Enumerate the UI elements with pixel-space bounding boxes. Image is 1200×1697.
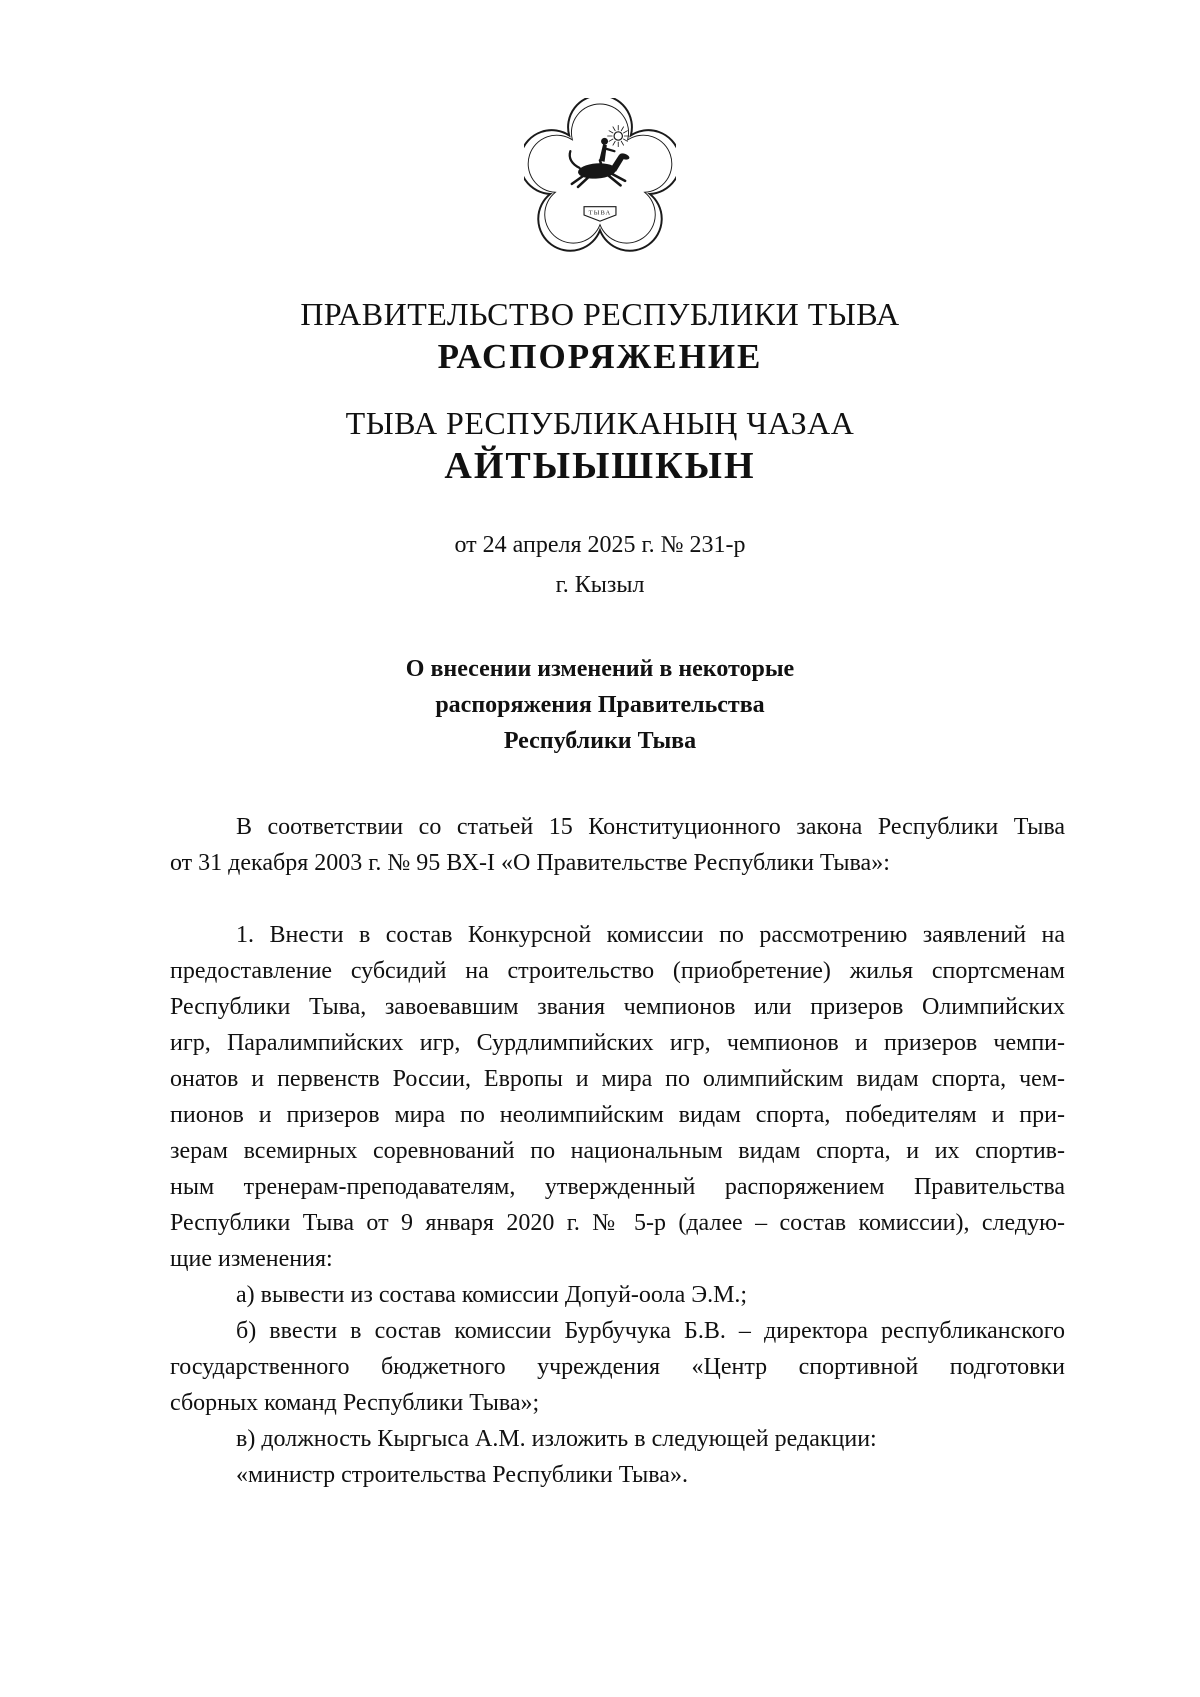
paragraph-line: б) ввести в состав комиссии Бурбучука Б.В. – директора республиканского xyxy=(236,1318,1065,1345)
paragraph-line: от 31 декабря 2003 г. № 95 ВХ-I «О Правительстве Республики Тыва»: xyxy=(170,850,890,877)
paragraph-line: пионов и призеров мира по неолимпийским видам спорта, победителям и при- xyxy=(170,1102,1065,1129)
paragraph-line: 1. Внести в состав Конкурсной комиссии по рассмотрению заявлений на xyxy=(236,922,1065,949)
paragraph-line: ным тренерам-преподавателям, утвержденный распоряжением Правительства xyxy=(170,1174,1065,1201)
document-title-line: Республики Тыва xyxy=(503,728,697,755)
paragraph-line: игр, Паралимпийских игр, Сурдлимпийских игр, чемпионов и призеров чемпи- xyxy=(170,1030,1065,1057)
paragraph xyxy=(170,809,1065,881)
horseman-icon xyxy=(570,138,631,187)
document-title xyxy=(0,651,1200,759)
emblem-banner xyxy=(584,207,616,221)
paragraph xyxy=(170,1277,1065,1313)
paragraph-line: В соответствии со статьей 15 Конституционного закона Республики Тыва xyxy=(236,814,1065,841)
paragraph-line: онатов и первенств России, Европы и мира по олимпийским видам спорта, чем- xyxy=(170,1066,1065,1093)
paragraph-line: государственного бюджетного учреждения «Центр спортивной подготовки xyxy=(170,1354,1065,1381)
paragraph-line: щие изменения: xyxy=(170,1246,333,1273)
paragraph-line: Республики Тыва от 9 января 2020 г. № 5-р (далее – состав комиссии), следую- xyxy=(170,1210,1065,1237)
paragraph xyxy=(170,1421,1065,1457)
paragraph-line: а) вывести из состава комиссии Допуй-оола Э.М.; xyxy=(236,1282,748,1309)
emblem-text: ТЫВА xyxy=(588,209,612,217)
date-number-line: от 24 апреля 2025 г. № 231-р xyxy=(454,532,746,559)
paragraph xyxy=(170,1313,1065,1421)
org-name-ru: ПРАВИТЕЛЬСТВО РЕСПУБЛИКИ ТЫВА xyxy=(300,296,900,333)
paragraph-line: в) должность Кыргыса А.М. изложить в следующей редакции: xyxy=(236,1426,877,1453)
sun-icon xyxy=(608,125,629,146)
paragraph-line: Республики Тыва, завоевавшим звания чемпионов или призеров Олимпийских xyxy=(170,994,1065,1021)
document-title-line: распоряжения Правительства xyxy=(435,692,765,719)
paragraph-line: зерам всемирных соревнований по национальным видам спорта, и их спортив- xyxy=(170,1138,1065,1165)
document-title-line: О внесении изменений в некоторые xyxy=(405,656,795,683)
city-line: г. Кызыл xyxy=(555,572,645,599)
tyva-coat-of-arms xyxy=(524,98,676,259)
paragraph xyxy=(170,917,1065,1277)
document-body xyxy=(170,809,1065,1493)
paragraph-line: предоставление субсидий на строительство (приобретение) жилья спортсменам xyxy=(170,958,1065,985)
paragraph xyxy=(170,1457,1065,1493)
emblem-container xyxy=(0,0,1200,264)
paragraph-line: «министр строительства Республики Тыва». xyxy=(236,1462,688,1489)
doc-type-ru: РАСПОРЯЖЕНИЕ xyxy=(437,337,763,377)
paragraph-line: сборных команд Республики Тыва»; xyxy=(170,1390,540,1417)
doc-type-tyvan: АЙТЫЫШКЫН xyxy=(444,445,756,488)
org-name-tyvan: ТЫВА РЕСПУБЛИКАНЫҢ ЧАЗАА xyxy=(345,405,855,442)
